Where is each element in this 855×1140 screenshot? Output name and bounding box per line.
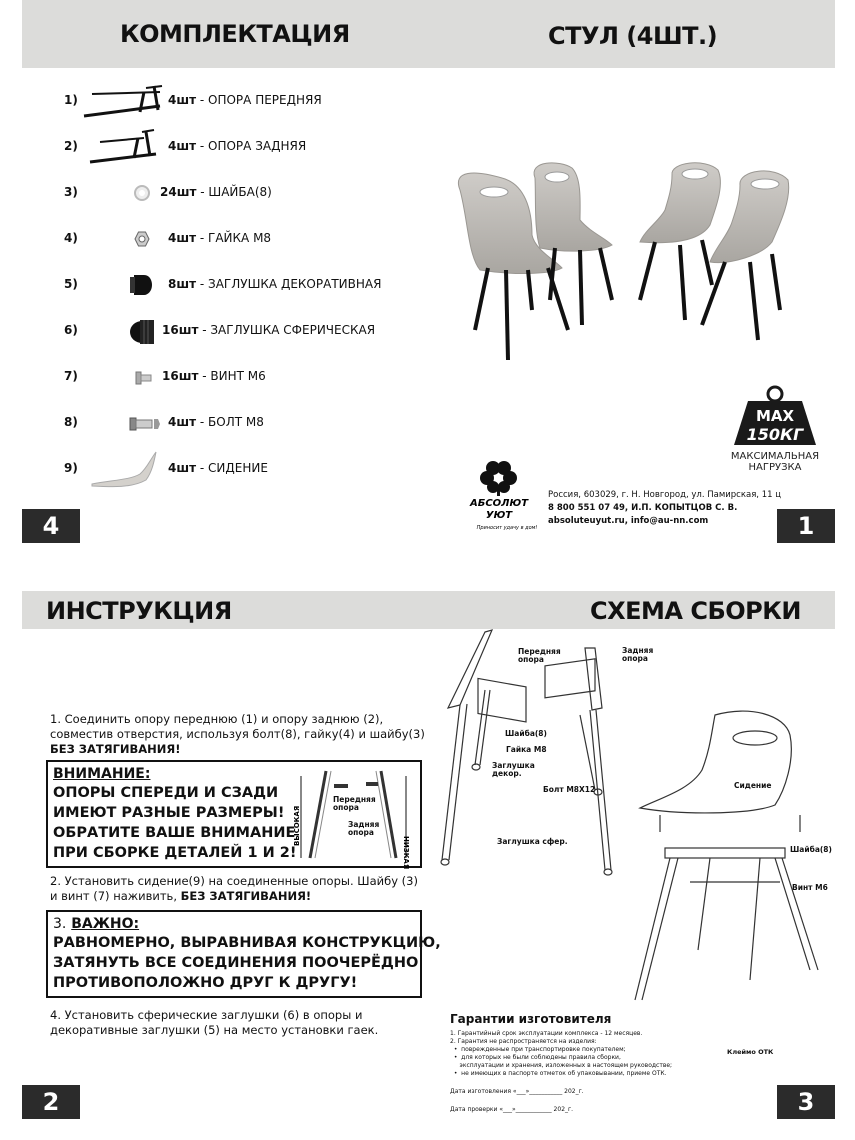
part-name: - ЗАГЛУШКА ДЕКОРАТИВНАЯ bbox=[196, 277, 382, 291]
assembly-scheme-diagram bbox=[430, 620, 845, 1015]
part-qty: 4шт bbox=[168, 139, 197, 153]
page1-title: СТУЛ (4ШТ.) bbox=[548, 22, 718, 50]
page-number-2: 2 bbox=[22, 1085, 80, 1119]
part-label bbox=[168, 231, 271, 245]
clover-icon bbox=[455, 460, 545, 535]
part-number: 6) bbox=[64, 323, 78, 337]
company-phone: 8 800 551 07 49, И.П. КОПЫТЦОВ С. В. bbox=[548, 503, 738, 513]
part-row bbox=[60, 362, 400, 392]
page-number-4: 4 bbox=[22, 509, 80, 543]
max-label: MAX bbox=[755, 407, 795, 425]
part-number: 8) bbox=[64, 415, 78, 429]
weight-icon bbox=[730, 385, 820, 447]
part-number: 5) bbox=[64, 277, 78, 291]
part-label bbox=[160, 185, 272, 199]
company-contacts bbox=[548, 489, 781, 528]
load-caption-1: МАКСИМАЛЬНАЯ bbox=[730, 451, 820, 462]
page-number-1: 1 bbox=[777, 509, 835, 543]
part-qty: 4шт bbox=[168, 93, 197, 107]
company-web: absoluteuyut.ru, info@au-nn.com bbox=[548, 516, 709, 526]
otk-stamp-label: Клеймо ОТК bbox=[727, 1048, 774, 1056]
part-row bbox=[60, 270, 400, 300]
part-name: - ОПОРА ПЕРЕДНЯЯ bbox=[196, 93, 322, 107]
part-name: - ГАЙКА М8 bbox=[196, 231, 272, 245]
diag-rear-label: Задняя опора bbox=[348, 820, 380, 837]
part-row bbox=[60, 178, 400, 208]
guarantee-line: • не имеющих в паспорте отметок об упаковывании, приеме ОТК. bbox=[450, 1070, 667, 1077]
page2-title: ИНСТРУКЦИЯ bbox=[46, 597, 232, 625]
part-label bbox=[162, 323, 375, 337]
part-label bbox=[168, 415, 264, 429]
brand-logo bbox=[455, 460, 545, 535]
part-qty: 4шт bbox=[168, 231, 197, 245]
max-load-badge bbox=[720, 385, 830, 473]
important-num: 3. bbox=[53, 916, 67, 932]
part-row bbox=[60, 316, 400, 346]
part-name: - ЗАГЛУШКА СФЕРИЧЕСКАЯ bbox=[198, 323, 376, 337]
logo-line2: УЮТ bbox=[485, 510, 513, 521]
legs-comparison-diagram bbox=[293, 766, 416, 870]
check-date: Дата проверки «___»____________ 202_г. bbox=[450, 1106, 574, 1113]
guarantee-line: 2. Гарантия не распространяется на изделия: bbox=[450, 1038, 597, 1045]
guarantee-lines bbox=[450, 1030, 750, 1078]
warning-box bbox=[46, 760, 422, 868]
step-2 bbox=[50, 874, 425, 904]
part-row bbox=[60, 408, 400, 438]
important-text bbox=[53, 933, 441, 993]
lbl-front-leg: Передняя опора bbox=[518, 647, 561, 664]
part-label bbox=[168, 93, 322, 107]
max-value: 150КГ bbox=[746, 425, 804, 444]
diag-front-label: Передняя опора bbox=[333, 795, 376, 812]
page4-title: КОМПЛЕКТАЦИЯ bbox=[120, 20, 350, 48]
part-name: - СИДЕНИЕ bbox=[196, 461, 268, 475]
step-1-bold: БЕЗ ЗАТЯГИВАНИЯ! bbox=[50, 742, 181, 756]
part-row bbox=[60, 86, 400, 116]
warning-line: ОПОРЫ СПЕРЕДИ И СЗАДИ bbox=[53, 785, 279, 801]
guarantee-line: • поврежденные при транспортировке покупателем; bbox=[450, 1046, 626, 1053]
lbl-sphere-cap: Заглушка сфер. bbox=[497, 837, 568, 846]
step-2-text: 2. Установить сидение(9) на соединенные опоры. Шайбу (3) и винт (7) наживить, bbox=[50, 874, 418, 903]
part-label bbox=[162, 369, 266, 383]
part-name: - ШАЙБА(8) bbox=[196, 185, 272, 199]
important-title: ВАЖНО: bbox=[71, 916, 140, 932]
step-1-text: 1. Соединить опору переднюю (1) и опору заднюю (2), совместив отверстия, используя болт(8), гайку(4) и шайбу(3) bbox=[50, 712, 425, 741]
part-row bbox=[60, 454, 400, 484]
warning-line: ОБРАТИТЕ ВАШЕ ВНИМАНИЕ bbox=[53, 825, 296, 841]
diag-high-label: ВЫСОКАЯ bbox=[293, 805, 301, 846]
logo-line1: АБСОЛЮТ bbox=[469, 498, 529, 509]
warning-title: ВНИМАНИЕ: bbox=[53, 766, 151, 782]
lbl-washer-2: Шайба(8) bbox=[790, 845, 832, 854]
important-line: РАВНОМЕРНО, ВЫРАВНИВАЯ КОНСТРУКЦИЮ, bbox=[53, 935, 441, 951]
made-date: Дата изготовления «___»___________ 202_г. bbox=[450, 1088, 584, 1095]
part-name: - ОПОРА ЗАДНЯЯ bbox=[196, 139, 307, 153]
guarantee-line: • для которых не были соблюдены правила сборки, bbox=[450, 1054, 621, 1061]
part-row bbox=[60, 132, 400, 162]
part-qty: 8шт bbox=[168, 277, 197, 291]
page3-title: СХЕМА СБОРКИ bbox=[590, 597, 801, 625]
logo-slogan: Приносит удачу в дом! bbox=[476, 525, 538, 531]
part-label bbox=[168, 277, 381, 291]
lbl-seat: Сидение bbox=[734, 781, 772, 790]
company-address: Россия, 603029, г. Н. Новгород, ул. Памирская, 11 ц bbox=[548, 490, 782, 500]
chairs-illustration bbox=[440, 150, 835, 365]
lbl-bolt: Болт М8Х12 bbox=[543, 785, 596, 794]
diag-low-label: НИЗКАЯ bbox=[402, 836, 410, 870]
part-label bbox=[168, 139, 306, 153]
lbl-rear-leg: Задняя опора bbox=[622, 646, 654, 663]
step-1 bbox=[50, 712, 425, 757]
lbl-screw: Винт М6 bbox=[792, 883, 828, 892]
lbl-washer: Шайба(8) bbox=[505, 729, 547, 738]
part-number: 7) bbox=[64, 369, 78, 383]
step-2-bold: БЕЗ ЗАТЯГИВАНИЯ! bbox=[180, 889, 312, 903]
part-number: 4) bbox=[64, 231, 78, 245]
part-number: 2) bbox=[64, 139, 78, 153]
part-number: 3) bbox=[64, 185, 78, 199]
important-line: ПРОТИВОПОЛОЖНО ДРУГ К ДРУГУ! bbox=[53, 975, 358, 991]
part-name: - БОЛТ М8 bbox=[196, 415, 264, 429]
warning-line: ИМЕЮТ РАЗНЫЕ РАЗМЕРЫ! bbox=[53, 805, 285, 821]
lbl-nut: Гайка М8 bbox=[506, 745, 547, 754]
part-qty: 16шт bbox=[162, 369, 199, 383]
load-caption-2: НАГРУЗКА bbox=[748, 462, 802, 473]
part-number: 9) bbox=[64, 461, 78, 475]
warning-line: ПРИ СБОРКЕ ДЕТАЛЕЙ 1 И 2! bbox=[53, 845, 297, 861]
step-4: 4. Установить сферические заглушки (6) в опоры и декоративные заглушки (5) на место установки гаек. bbox=[50, 1008, 379, 1037]
lbl-decor-cap: Заглушка декор. bbox=[492, 761, 535, 778]
part-qty: 24шт bbox=[160, 185, 197, 199]
guarantee-line: 1. Гарантийный срок эксплуатации комплекса - 12 месяцев. bbox=[450, 1030, 643, 1037]
part-number: 1) bbox=[64, 93, 78, 107]
part-qty: 4шт bbox=[168, 415, 197, 429]
guarantee-section bbox=[450, 1012, 750, 1114]
part-row bbox=[60, 224, 400, 254]
part-name: - ВИНТ М6 bbox=[198, 369, 266, 383]
part-qty: 4шт bbox=[168, 461, 197, 475]
part-qty: 16шт bbox=[162, 323, 199, 337]
guarantee-line: эксплуатации и хранения, изложенных в настоящем руководстве; bbox=[450, 1062, 673, 1069]
important-line: ЗАТЯНУТЬ ВСЕ СОЕДИНЕНИЯ ПООЧЕРЁДНО bbox=[53, 955, 419, 971]
page-number-3: 3 bbox=[777, 1085, 835, 1119]
important-box bbox=[46, 910, 441, 998]
guarantee-title: Гарантии изготовителя bbox=[450, 1012, 612, 1026]
part-label bbox=[168, 461, 268, 475]
